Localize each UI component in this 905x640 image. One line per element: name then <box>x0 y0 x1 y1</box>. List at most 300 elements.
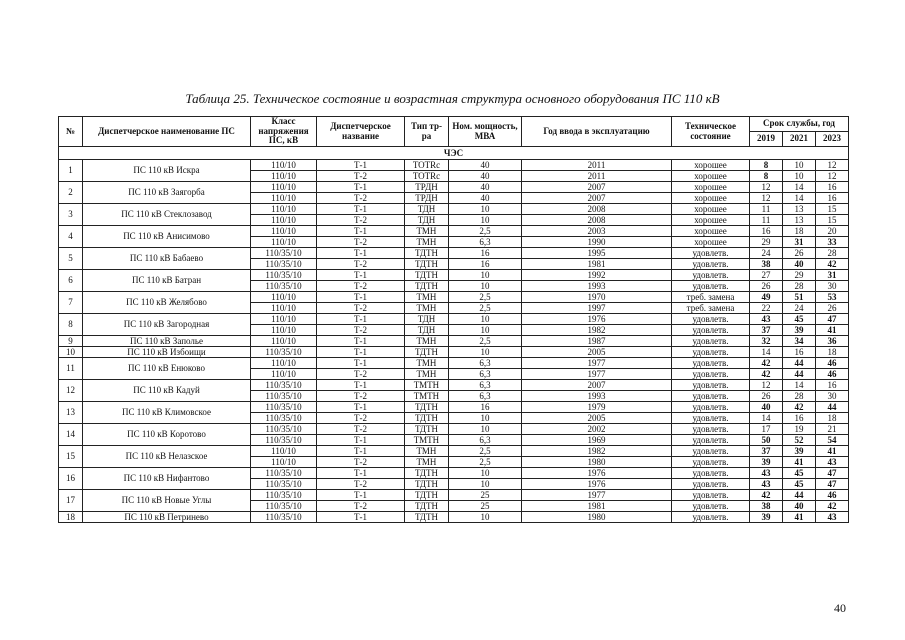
cell-voltage: 110/10 <box>251 182 317 193</box>
cell-substation-name: ПС 110 кВ Стеклозавод <box>83 204 251 226</box>
cell-year: 2007 <box>522 380 672 391</box>
cell-voltage: 110/10 <box>251 193 317 204</box>
cell-dispatch-name: Т-2 <box>317 193 405 204</box>
cell-service-2023: 42 <box>816 259 849 270</box>
cell-voltage: 110/10 <box>251 369 317 380</box>
cell-state: удовлетв. <box>672 413 750 424</box>
cell-dispatch-name: Т-1 <box>317 490 405 501</box>
cell-transformer-type: ТДТН <box>405 424 449 435</box>
cell-power: 6,3 <box>449 369 522 380</box>
cell-year: 1981 <box>522 259 672 270</box>
cell-service-2023: 33 <box>816 237 849 248</box>
cell-state: хорошее <box>672 204 750 215</box>
cell-voltage: 110/35/10 <box>251 468 317 479</box>
cell-substation-name: ПС 110 кВ Анисимово <box>83 226 251 248</box>
cell-substation-name: ПС 110 кВ Желябово <box>83 292 251 314</box>
cell-dispatch-name: Т-1 <box>317 358 405 369</box>
header-voltage: Класс напряжения ПС, кВ <box>251 117 317 147</box>
cell-service-2021: 19 <box>783 424 816 435</box>
cell-power: 40 <box>449 193 522 204</box>
cell-dispatch-name: Т-1 <box>317 226 405 237</box>
cell-service-2023: 15 <box>816 215 849 226</box>
cell-year: 2008 <box>522 215 672 226</box>
cell-power: 2,5 <box>449 303 522 314</box>
cell-state: удовлетв. <box>672 358 750 369</box>
cell-substation-name: ПС 110 кВ Батран <box>83 270 251 292</box>
cell-voltage: 110/10 <box>251 314 317 325</box>
cell-num: 9 <box>59 336 83 347</box>
cell-dispatch-name: Т-1 <box>317 292 405 303</box>
cell-year: 2002 <box>522 424 672 435</box>
cell-transformer-type: ТДН <box>405 314 449 325</box>
cell-voltage: 110/35/10 <box>251 347 317 358</box>
cell-power: 2,5 <box>449 336 522 347</box>
header-state: Техническое состояние <box>672 117 750 147</box>
cell-service-2021: 29 <box>783 270 816 281</box>
cell-service-2023: 31 <box>816 270 849 281</box>
header-dispatch-name: Диспетчерское название <box>317 117 405 147</box>
header-2019: 2019 <box>750 132 783 147</box>
cell-state: удовлетв. <box>672 391 750 402</box>
cell-service-2023: 44 <box>816 402 849 413</box>
cell-year: 2011 <box>522 171 672 182</box>
cell-service-2021: 51 <box>783 292 816 303</box>
cell-transformer-type: ТМН <box>405 237 449 248</box>
table-row <box>59 402 849 413</box>
cell-year: 2005 <box>522 413 672 424</box>
cell-dispatch-name: Т-1 <box>317 446 405 457</box>
cell-service-2019: 24 <box>750 248 783 259</box>
cell-power: 6,3 <box>449 358 522 369</box>
cell-voltage: 110/35/10 <box>251 479 317 490</box>
cell-num: 3 <box>59 204 83 226</box>
cell-num: 14 <box>59 424 83 446</box>
cell-state: треб. замена <box>672 292 750 303</box>
cell-year: 1976 <box>522 314 672 325</box>
cell-service-2019: 11 <box>750 204 783 215</box>
cell-service-2023: 54 <box>816 435 849 446</box>
cell-num: 11 <box>59 358 83 380</box>
cell-substation-name: ПС 110 кВ Бабаево <box>83 248 251 270</box>
header-year: Год ввода в эксплуатацию <box>522 117 672 147</box>
cell-transformer-type: ТДТН <box>405 347 449 358</box>
cell-power: 2,5 <box>449 292 522 303</box>
cell-substation-name: ПС 110 кВ Новые Углы <box>83 490 251 512</box>
cell-transformer-type: ТДТН <box>405 259 449 270</box>
cell-power: 10 <box>449 204 522 215</box>
cell-service-2023: 46 <box>816 490 849 501</box>
cell-num: 8 <box>59 314 83 336</box>
cell-state: удовлетв. <box>672 479 750 490</box>
cell-year: 2005 <box>522 347 672 358</box>
cell-dispatch-name: Т-1 <box>317 347 405 358</box>
cell-service-2021: 13 <box>783 215 816 226</box>
cell-state: удовлетв. <box>672 457 750 468</box>
cell-year: 1980 <box>522 512 672 523</box>
cell-transformer-type: ТДТН <box>405 270 449 281</box>
cell-state: хорошее <box>672 215 750 226</box>
cell-service-2021: 39 <box>783 325 816 336</box>
cell-num: 1 <box>59 160 83 182</box>
cell-service-2023: 47 <box>816 314 849 325</box>
cell-num: 18 <box>59 512 83 523</box>
cell-dispatch-name: Т-2 <box>317 281 405 292</box>
cell-year: 1970 <box>522 292 672 303</box>
cell-dispatch-name: Т-2 <box>317 325 405 336</box>
cell-state: хорошее <box>672 226 750 237</box>
cell-power: 10 <box>449 468 522 479</box>
cell-substation-name: ПС 110 кВ Заягорба <box>83 182 251 204</box>
cell-voltage: 110/10 <box>251 160 317 171</box>
cell-voltage: 110/35/10 <box>251 424 317 435</box>
table-row <box>59 336 849 347</box>
cell-service-2021: 14 <box>783 182 816 193</box>
table-row <box>59 446 849 457</box>
cell-service-2019: 14 <box>750 347 783 358</box>
cell-service-2023: 36 <box>816 336 849 347</box>
cell-dispatch-name: Т-2 <box>317 303 405 314</box>
cell-transformer-type: ТДТН <box>405 413 449 424</box>
cell-service-2023: 21 <box>816 424 849 435</box>
cell-year: 1982 <box>522 325 672 336</box>
cell-voltage: 110/35/10 <box>251 380 317 391</box>
cell-year: 2011 <box>522 160 672 171</box>
cell-transformer-type: ТМН <box>405 292 449 303</box>
cell-dispatch-name: Т-2 <box>317 259 405 270</box>
cell-state: удовлетв. <box>672 512 750 523</box>
cell-substation-name: ПС 110 кВ Искра <box>83 160 251 182</box>
cell-num: 12 <box>59 380 83 402</box>
table-row <box>59 182 849 193</box>
cell-num: 7 <box>59 292 83 314</box>
cell-service-2021: 40 <box>783 501 816 512</box>
table-row <box>59 292 849 303</box>
cell-state: удовлетв. <box>672 424 750 435</box>
cell-power: 40 <box>449 160 522 171</box>
cell-service-2021: 41 <box>783 512 816 523</box>
cell-year: 1977 <box>522 358 672 369</box>
cell-service-2021: 24 <box>783 303 816 314</box>
cell-year: 1997 <box>522 303 672 314</box>
cell-dispatch-name: Т-2 <box>317 413 405 424</box>
cell-service-2023: 43 <box>816 457 849 468</box>
cell-state: удовлетв. <box>672 380 750 391</box>
cell-power: 2,5 <box>449 457 522 468</box>
cell-power: 10 <box>449 314 522 325</box>
cell-dispatch-name: Т-2 <box>317 479 405 490</box>
cell-service-2019: 29 <box>750 237 783 248</box>
cell-year: 2007 <box>522 193 672 204</box>
cell-substation-name: ПС 110 кВ Коротово <box>83 424 251 446</box>
table-row <box>59 204 849 215</box>
cell-num: 2 <box>59 182 83 204</box>
cell-state: удовлетв. <box>672 281 750 292</box>
cell-transformer-type: ТМН <box>405 303 449 314</box>
cell-transformer-type: ТМТН <box>405 391 449 402</box>
cell-voltage: 110/10 <box>251 446 317 457</box>
cell-service-2021: 14 <box>783 380 816 391</box>
cell-service-2023: 30 <box>816 391 849 402</box>
cell-transformer-type: ТМН <box>405 336 449 347</box>
cell-voltage: 110/10 <box>251 303 317 314</box>
cell-voltage: 110/35/10 <box>251 270 317 281</box>
table-row <box>59 512 849 523</box>
cell-year: 1979 <box>522 402 672 413</box>
cell-voltage: 110/10 <box>251 325 317 336</box>
cell-service-2019: 37 <box>750 325 783 336</box>
cell-voltage: 110/10 <box>251 358 317 369</box>
header-transformer-type: Тип тр-ра <box>405 117 449 147</box>
cell-service-2019: 8 <box>750 171 783 182</box>
cell-power: 10 <box>449 479 522 490</box>
cell-power: 6,3 <box>449 237 522 248</box>
cell-transformer-type: ТМТН <box>405 380 449 391</box>
cell-service-2021: 16 <box>783 413 816 424</box>
cell-year: 1977 <box>522 369 672 380</box>
cell-substation-name: ПС 110 кВ Петринево <box>83 512 251 523</box>
page-number: 40 <box>834 601 846 615</box>
cell-state: удовлетв. <box>672 248 750 259</box>
cell-service-2023: 46 <box>816 369 849 380</box>
cell-state: удовлетв. <box>672 468 750 479</box>
cell-dispatch-name: Т-1 <box>317 314 405 325</box>
header-num: № <box>59 117 83 147</box>
cell-year: 1980 <box>522 457 672 468</box>
cell-service-2021: 13 <box>783 204 816 215</box>
cell-num: 4 <box>59 226 83 248</box>
cell-service-2019: 12 <box>750 380 783 391</box>
cell-service-2023: 20 <box>816 226 849 237</box>
cell-service-2019: 17 <box>750 424 783 435</box>
cell-transformer-type: ТМН <box>405 226 449 237</box>
cell-dispatch-name: Т-1 <box>317 512 405 523</box>
cell-voltage: 110/35/10 <box>251 435 317 446</box>
header-name: Диспетчерское наименование ПС <box>83 117 251 147</box>
cell-service-2019: 11 <box>750 215 783 226</box>
cell-dispatch-name: Т-2 <box>317 215 405 226</box>
cell-voltage: 110/10 <box>251 336 317 347</box>
table-row <box>59 347 849 358</box>
cell-substation-name: ПС 110 кВ Заполье <box>83 336 251 347</box>
cell-voltage: 110/35/10 <box>251 413 317 424</box>
cell-service-2021: 45 <box>783 468 816 479</box>
cell-year: 1981 <box>522 501 672 512</box>
cell-transformer-type: ТДТН <box>405 281 449 292</box>
cell-transformer-type: ТМН <box>405 457 449 468</box>
cell-power: 2,5 <box>449 446 522 457</box>
table-row <box>59 226 849 237</box>
cell-service-2021: 44 <box>783 358 816 369</box>
cell-voltage: 110/10 <box>251 237 317 248</box>
cell-service-2021: 28 <box>783 281 816 292</box>
cell-service-2021: 31 <box>783 237 816 248</box>
cell-transformer-type: ТДТН <box>405 248 449 259</box>
cell-voltage: 110/35/10 <box>251 248 317 259</box>
cell-voltage: 110/10 <box>251 171 317 182</box>
cell-dispatch-name: Т-1 <box>317 402 405 413</box>
cell-service-2023: 18 <box>816 347 849 358</box>
cell-service-2019: 8 <box>750 160 783 171</box>
cell-service-2023: 18 <box>816 413 849 424</box>
cell-service-2021: 44 <box>783 369 816 380</box>
cell-num: 10 <box>59 347 83 358</box>
cell-service-2023: 16 <box>816 380 849 391</box>
cell-service-2023: 15 <box>816 204 849 215</box>
cell-year: 1993 <box>522 391 672 402</box>
cell-state: хорошее <box>672 193 750 204</box>
table-caption: Таблица 25. Техническое состояние и возрастная структура основного оборудования ПС 110 кВ <box>185 91 720 106</box>
cell-power: 2,5 <box>449 226 522 237</box>
cell-power: 10 <box>449 512 522 523</box>
cell-transformer-type: ТМН <box>405 446 449 457</box>
cell-year: 1982 <box>522 446 672 457</box>
cell-transformer-type: ТДТН <box>405 468 449 479</box>
cell-dispatch-name: Т-2 <box>317 501 405 512</box>
cell-power: 16 <box>449 248 522 259</box>
cell-service-2023: 12 <box>816 171 849 182</box>
cell-dispatch-name: Т-1 <box>317 468 405 479</box>
cell-service-2021: 18 <box>783 226 816 237</box>
cell-dispatch-name: Т-1 <box>317 182 405 193</box>
cell-substation-name: ПС 110 кВ Нифантово <box>83 468 251 490</box>
cell-service-2023: 46 <box>816 358 849 369</box>
cell-dispatch-name: Т-2 <box>317 457 405 468</box>
cell-service-2019: 42 <box>750 490 783 501</box>
cell-num: 15 <box>59 446 83 468</box>
cell-dispatch-name: Т-2 <box>317 171 405 182</box>
cell-state: удовлетв. <box>672 347 750 358</box>
header-2023: 2023 <box>816 132 849 147</box>
cell-power: 10 <box>449 270 522 281</box>
cell-voltage: 110/35/10 <box>251 490 317 501</box>
cell-transformer-type: ТРДН <box>405 193 449 204</box>
cell-num: 5 <box>59 248 83 270</box>
cell-dispatch-name: Т-2 <box>317 391 405 402</box>
cell-service-2021: 10 <box>783 171 816 182</box>
cell-power: 40 <box>449 182 522 193</box>
cell-service-2023: 12 <box>816 160 849 171</box>
table-row <box>59 248 849 259</box>
cell-dispatch-name: Т-1 <box>317 248 405 259</box>
cell-service-2023: 47 <box>816 479 849 490</box>
table-row <box>59 160 849 171</box>
cell-year: 2007 <box>522 182 672 193</box>
cell-power: 10 <box>449 215 522 226</box>
cell-state: удовлетв. <box>672 314 750 325</box>
cell-state: треб. замена <box>672 303 750 314</box>
cell-service-2021: 26 <box>783 248 816 259</box>
cell-service-2021: 28 <box>783 391 816 402</box>
cell-state: удовлетв. <box>672 336 750 347</box>
cell-service-2021: 44 <box>783 490 816 501</box>
cell-service-2019: 22 <box>750 303 783 314</box>
cell-voltage: 110/35/10 <box>251 281 317 292</box>
cell-service-2019: 42 <box>750 369 783 380</box>
cell-service-2023: 43 <box>816 512 849 523</box>
cell-state: удовлетв. <box>672 501 750 512</box>
cell-voltage: 110/35/10 <box>251 259 317 270</box>
header-service-life: Срок службы, год <box>750 117 849 132</box>
cell-service-2019: 12 <box>750 193 783 204</box>
cell-service-2023: 26 <box>816 303 849 314</box>
cell-service-2019: 42 <box>750 358 783 369</box>
cell-transformer-type: ТМН <box>405 369 449 380</box>
cell-state: удовлетв. <box>672 490 750 501</box>
cell-state: удовлетв. <box>672 270 750 281</box>
table-row <box>59 270 849 281</box>
cell-state: удовлетв. <box>672 259 750 270</box>
cell-service-2021: 14 <box>783 193 816 204</box>
cell-voltage: 110/10 <box>251 292 317 303</box>
cell-dispatch-name: Т-1 <box>317 435 405 446</box>
cell-state: удовлетв. <box>672 435 750 446</box>
table-row <box>59 314 849 325</box>
cell-transformer-type: ТМТН <box>405 435 449 446</box>
cell-dispatch-name: Т-2 <box>317 424 405 435</box>
section-header: ЧЭС <box>59 147 849 160</box>
table-row <box>59 358 849 369</box>
cell-state: удовлетв. <box>672 325 750 336</box>
cell-substation-name: ПС 110 кВ Енюково <box>83 358 251 380</box>
cell-substation-name: ПС 110 кВ Нелазское <box>83 446 251 468</box>
cell-service-2023: 41 <box>816 446 849 457</box>
cell-transformer-type: ТДТН <box>405 479 449 490</box>
cell-state: хорошее <box>672 160 750 171</box>
cell-voltage: 110/35/10 <box>251 512 317 523</box>
cell-service-2021: 16 <box>783 347 816 358</box>
cell-service-2019: 37 <box>750 446 783 457</box>
cell-voltage: 110/35/10 <box>251 501 317 512</box>
cell-year: 2003 <box>522 226 672 237</box>
cell-state: удовлетв. <box>672 402 750 413</box>
cell-power: 40 <box>449 171 522 182</box>
cell-substation-name: ПС 110 кВ Кадуй <box>83 380 251 402</box>
cell-service-2019: 38 <box>750 501 783 512</box>
table-row <box>59 490 849 501</box>
cell-transformer-type: TOTRc <box>405 160 449 171</box>
cell-power: 10 <box>449 281 522 292</box>
cell-power: 16 <box>449 402 522 413</box>
cell-state: удовлетв. <box>672 369 750 380</box>
cell-service-2019: 43 <box>750 468 783 479</box>
cell-num: 16 <box>59 468 83 490</box>
cell-service-2021: 41 <box>783 457 816 468</box>
cell-year: 1993 <box>522 281 672 292</box>
cell-service-2021: 45 <box>783 479 816 490</box>
cell-power: 25 <box>449 490 522 501</box>
cell-power: 10 <box>449 413 522 424</box>
cell-dispatch-name: Т-1 <box>317 160 405 171</box>
cell-year: 1977 <box>522 490 672 501</box>
cell-power: 25 <box>449 501 522 512</box>
cell-transformer-type: ТДТН <box>405 402 449 413</box>
cell-transformer-type: ТМН <box>405 358 449 369</box>
header-2021: 2021 <box>783 132 816 147</box>
cell-service-2023: 47 <box>816 468 849 479</box>
cell-dispatch-name: Т-1 <box>317 380 405 391</box>
table-row <box>59 468 849 479</box>
cell-service-2023: 28 <box>816 248 849 259</box>
cell-service-2019: 27 <box>750 270 783 281</box>
cell-service-2019: 16 <box>750 226 783 237</box>
cell-transformer-type: ТДТН <box>405 512 449 523</box>
cell-year: 1987 <box>522 336 672 347</box>
cell-state: хорошее <box>672 237 750 248</box>
cell-service-2021: 34 <box>783 336 816 347</box>
cell-year: 1976 <box>522 479 672 490</box>
cell-service-2019: 26 <box>750 391 783 402</box>
cell-service-2023: 42 <box>816 501 849 512</box>
